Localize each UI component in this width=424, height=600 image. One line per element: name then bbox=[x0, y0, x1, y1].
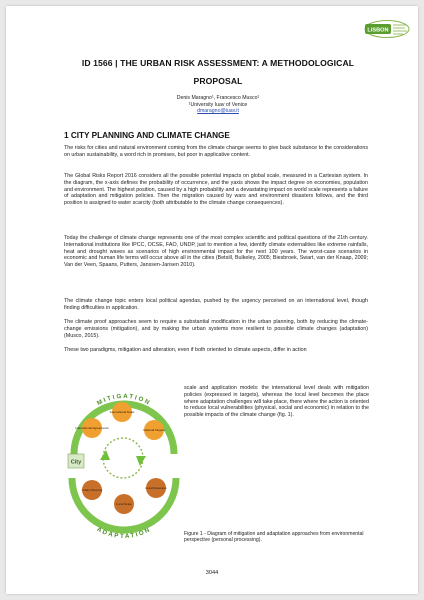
paragraph-3: Today the challenge of climate change represents one of the most complex scientific and political questions of the 21th century. International institutions like IPCC, OCSE, FAO, UNDP, just to mention a few, identify climate externalities like extreme rainfalls, heat and drought waves as scenarios of high environmental impact for the next 100 years. The worst-case scenarios in economic and human life terms will occur above all in the cities (Betsill, Bulkeley, 2005; Biesbroek, Swart, van der Knaap, 2009; Van der Veen, Spaans, Putters, Janssen-Jansen 2010). bbox=[64, 235, 368, 268]
arc-label-top: MITIGATION bbox=[95, 392, 153, 408]
paragraph-2: The Global Risks Report 2016 considers all the possible potential impacts on global scale, measured in a Cartesian system. In the diagram, the x-axis defines the probability of occurrence, and the yaxis shows the impact degree on economies, population and environment. The highest position, caused by a high probability and a devastating impact on world scale represents a failure of adaptation and mitigation policies. Then the migration caused by wars and environment disasters follows, and the third position is assigned to water scarcity (both attributable to the climate change consequences). bbox=[64, 173, 368, 206]
page bbox=[6, 6, 418, 594]
title-line-2: PROPOSAL bbox=[193, 76, 243, 86]
author-block bbox=[46, 95, 390, 115]
paper-title bbox=[46, 54, 390, 90]
node-label: National Targets bbox=[143, 428, 165, 432]
node-label: Urban Planning bbox=[81, 488, 103, 492]
title-line-1: ID 1566 | THE URBAN RISK ASSESSMENT: A METHODOLOGICAL bbox=[81, 58, 355, 68]
arrow-icon bbox=[136, 456, 146, 466]
node-label: International Agreements bbox=[75, 426, 109, 430]
arc-label-bottom: ADAPTATION bbox=[95, 525, 153, 541]
node-label: Local Scale bbox=[116, 502, 132, 506]
node-label: Local Measures bbox=[145, 486, 167, 490]
arrow-icon bbox=[100, 450, 110, 460]
paragraph-6-start: These two paradigms, mitigation and alteration, even if both oriented to climate aspects, differ in action bbox=[64, 347, 307, 353]
authors: Denis Maragno¹, Francesco Musco¹ bbox=[176, 95, 260, 101]
node-label: International Scale bbox=[109, 410, 135, 414]
conference-logo bbox=[363, 18, 413, 40]
paragraph-5: The climate proof approaches seem to require a substantial modification in the urban planning, both by reducing the climate-change emissions (mitigation), and by making the urban systems more resilient to possible climate changes (adaptation) (Musco, 2015). bbox=[64, 319, 368, 339]
section-heading: 1 CITY PLANNING AND CLIMATE CHANGE bbox=[64, 131, 230, 140]
paragraph-6-wrap: scale and application models: the international level deals with mitigation policies (expressed in targets), whereas the local level becomes the place where adaptation challenges will take place, there where the action is oriented to reduce local vulnerabilities (physical, social and economic) in relation to the possible impacts of the climate change (fig. 1). bbox=[184, 385, 369, 418]
email-link[interactable]: dmaragno@iuav.it bbox=[197, 108, 239, 115]
page-number: 3044 bbox=[205, 570, 219, 576]
figure-caption: Figure 1 - Diagram of mitigation and adaptation approaches from environmental perspective (personal processing). bbox=[184, 531, 364, 544]
logo-text: LISBON bbox=[367, 27, 389, 34]
paragraph-1: The risks for cities and natural environment coming from the climate change seems to give back substance to the considerations on urban sustainability, a word rich in promises, but poor in applicative content. bbox=[64, 145, 368, 158]
affiliation: ¹University Iuav of Venice bbox=[188, 101, 248, 108]
mitigation-adaptation-diagram bbox=[62, 376, 184, 546]
paragraph-4: The climate change topic enters local political agendas, pushed by the urgency perceived on an international level, though finding difficulties in application. bbox=[64, 298, 368, 311]
city-label: City bbox=[70, 459, 82, 466]
